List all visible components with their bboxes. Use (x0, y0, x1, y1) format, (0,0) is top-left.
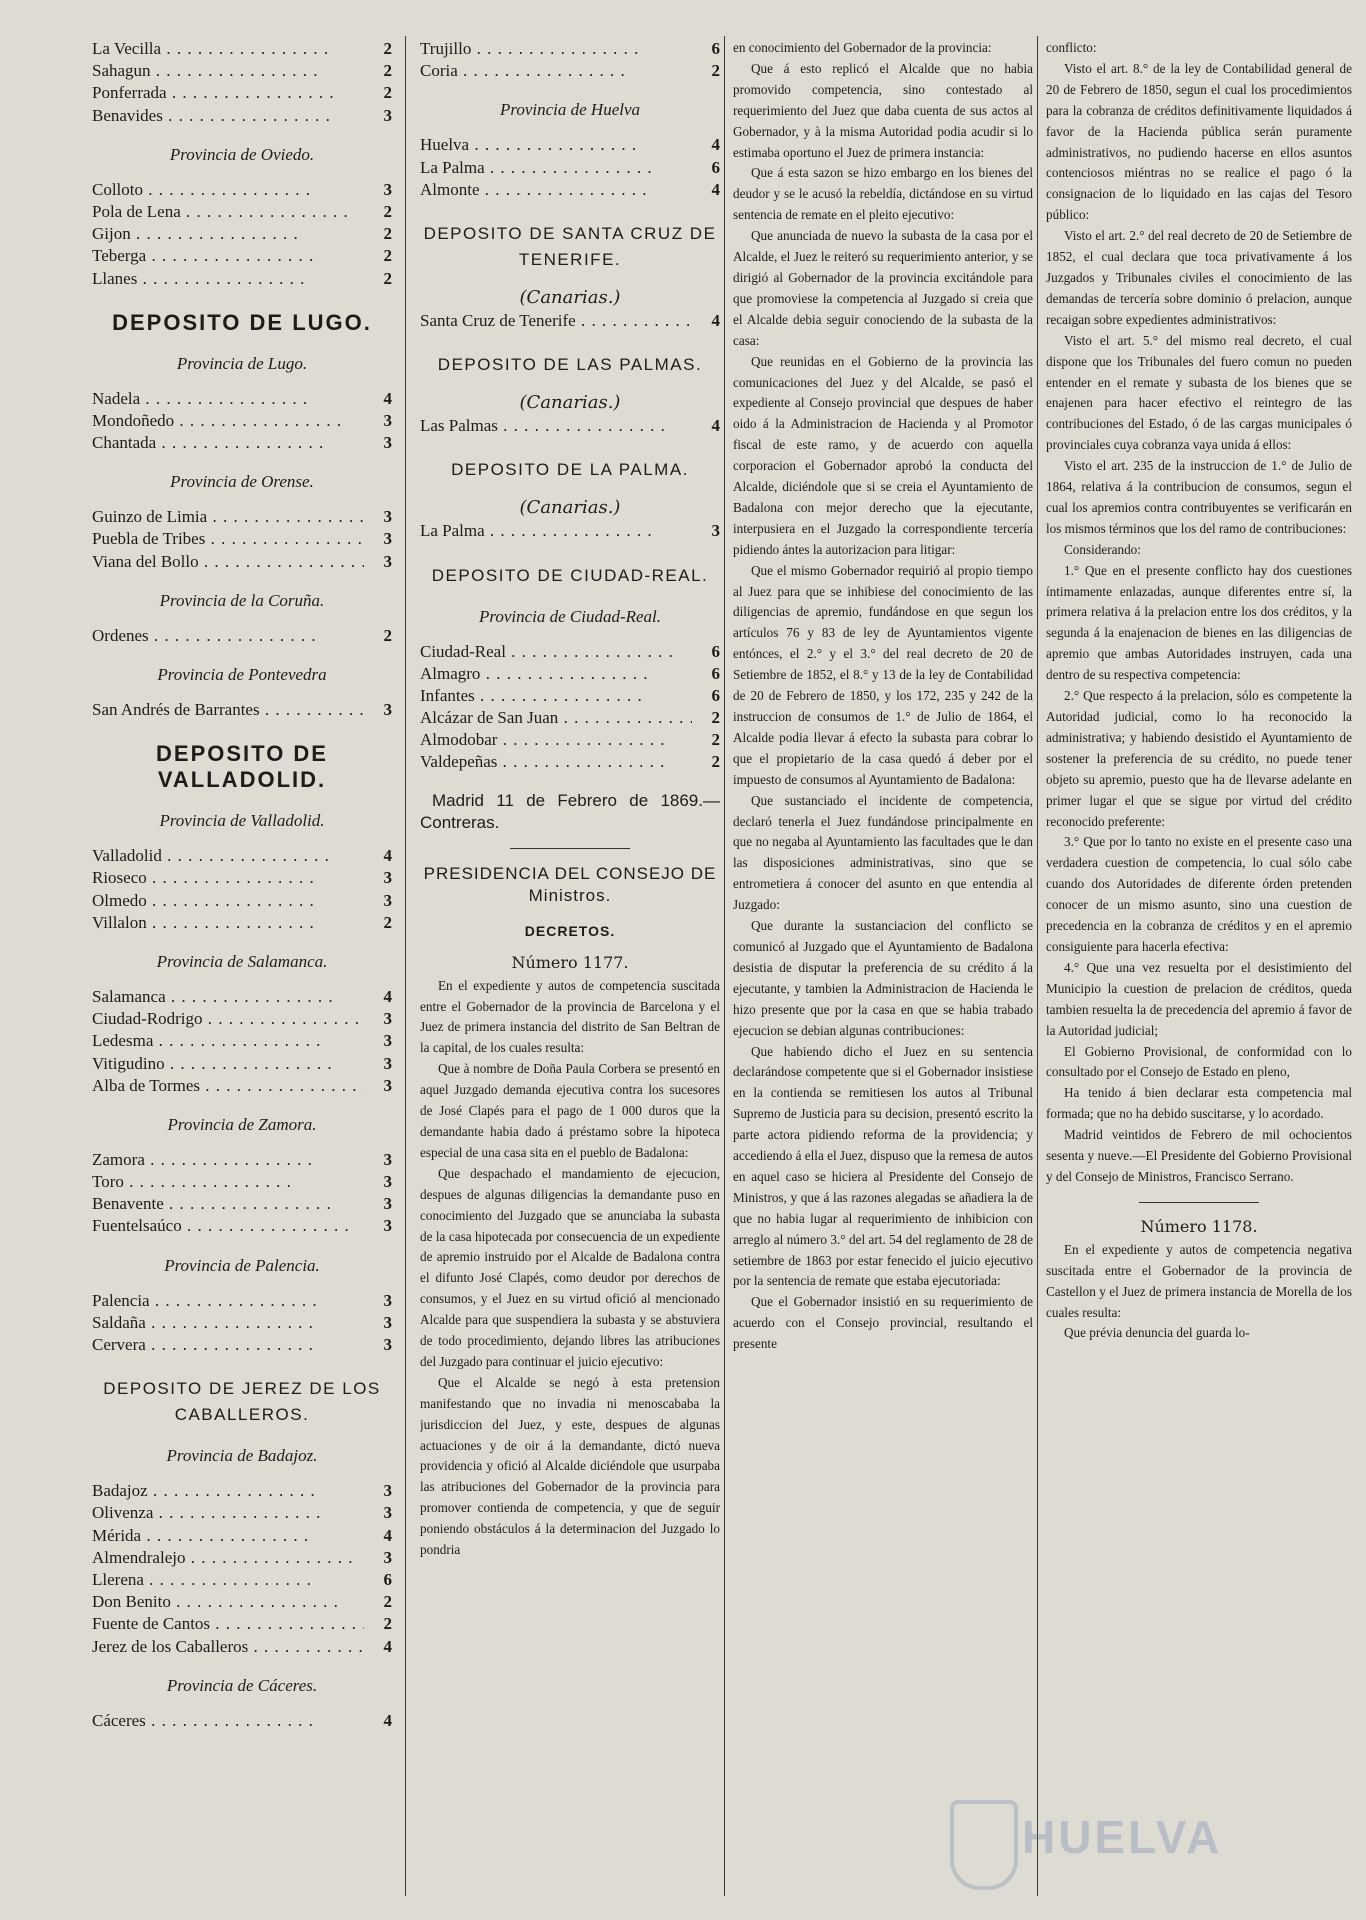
list-entry (92, 1591, 392, 1613)
province-heading: Provincia de Salamanca. (156, 951, 328, 971)
list-entry (420, 310, 720, 332)
list-entry (420, 707, 720, 729)
province-heading: Provincia de la Coruña. (159, 590, 325, 610)
entry-name: Puebla de Tribes . . (92, 528, 364, 550)
list-entry (92, 223, 392, 245)
entry-count: 3 (383, 1075, 392, 1095)
list-entry (420, 751, 720, 773)
list-entry (92, 890, 392, 912)
entry-name: Infantes . . (420, 685, 692, 707)
entry-count: 3 (383, 1335, 392, 1354)
entry-name: Toro . . (92, 1171, 364, 1193)
section-heading: PRESIDENCIA DEL CONSEJO DE Ministros. (423, 863, 717, 905)
entry-name: La Palma . . (420, 520, 692, 542)
paragraph: Considerando: (1064, 541, 1141, 557)
entry-count: 2 (383, 625, 392, 645)
column-divider (724, 36, 725, 1896)
entry-name: Fuentelsaúco . . (92, 1215, 364, 1237)
paragraph: El Gobierno Provisional, de conformidad con lo consultado por el Consejo de Estado en pleno, (1046, 1043, 1352, 1080)
entry-count: 4 (383, 1525, 392, 1545)
entry-name: La Vecilla . . (92, 38, 364, 60)
entry-name: Llerena . . (92, 1569, 364, 1591)
column-divider (1037, 36, 1038, 1896)
deposit-heading: DEPOSITO DE CIUDAD-REAL. (431, 565, 709, 585)
entry-name: Olmedo . . (92, 890, 364, 912)
list-entry (92, 506, 392, 528)
paragraph: 4.° Que una vez resuelta por el desistimiento del Municipio la cuestion de prelacion de créditos, queda tambien resuelta la de precedencia del apremio á favor de la Autoridad judicial; (1046, 959, 1352, 1038)
paragraph: 3.° Que por lo tanto no existe en el presente caso una verdadera cuestion de competencia, lo cual sólo cabe cuando dos Autoridades de diferente órden pretenden conocer de un mismo asunto, sino una cuestion de precedencia en la cobranza de créditos y en el apremio consiguiente para hacerla efectiva: (1046, 834, 1352, 954)
province-heading: Provincia de Oviedo. (169, 144, 315, 164)
entry-name: Chantada . . (92, 432, 364, 454)
list-entry (420, 685, 720, 707)
entry-count: 6 (711, 39, 720, 58)
paragraph: Visto el art. 5.° del mismo real decreto, el cual dispone que los Tribunales del fuero comun no pueden entender en el remate y subasta de los bienes que se enajenen para hacer efectivo el reintegro de las contribuciones del Estado, ó de las cargas municipales ó provinciales cuya cobranza vaya unida á ellos: (1046, 332, 1352, 453)
entry-count: 3 (383, 1172, 392, 1192)
province-heading: Provincia de Huelva (499, 100, 641, 120)
decree-number: Número 1178. (1140, 1216, 1258, 1236)
entry-name: Ponferrada . . (92, 82, 364, 104)
entry-count: 3 (383, 507, 392, 527)
entry-count: 6 (711, 685, 720, 705)
entry-name: Almagro . . (420, 663, 692, 685)
list-entry (92, 625, 392, 647)
entry-name: Coria . . (420, 60, 692, 82)
entry-count: 2 (383, 246, 392, 266)
entry-name: Salamanca . . (92, 986, 364, 1008)
list-entry (92, 201, 392, 223)
column-deposit-list-1 (92, 38, 392, 1732)
dateline: Madrid 11 de Febrero de 1869.—Contreras. (420, 790, 720, 832)
paragraph: Ha tenido á bien declarar esta competencia mal formada; que no ha debido suscitarse, y lo acordado. (1046, 1085, 1352, 1122)
paragraph: Que à nombre de Doña Paula Corbera se presentó en aquel Juzgado demanda ejecutiva contra los sucesores de José Clapés para el pago de 1 000 duros que la demandante habia dado á préstamo sobre la hipoteca especial de una casa sita en el pueblo de Badalona: (420, 1061, 720, 1160)
entry-name: Mondoñedo . . (92, 410, 364, 432)
deposit-heading: DEPOSITO DE LAS PALMAS. (437, 355, 703, 375)
list-entry (92, 1149, 392, 1171)
list-entry (92, 867, 392, 889)
entry-name: Cervera . . (92, 1334, 364, 1356)
entry-count: 4 (711, 135, 720, 155)
list-entry (420, 520, 720, 542)
entry-name: Don Benito . . (92, 1591, 364, 1613)
entry-name: Valdepeñas . . (420, 751, 692, 773)
province-heading: Provincia de Ciudad-Real. (478, 606, 662, 626)
paragraph: Que á esta sazon se hizo embargo en los bienes del deudor y se le acusó la rebeldía, dictándose en su virtud sentencia de remate en el pleito ejecutivo: (733, 165, 1033, 223)
deposit-heading: DEPOSITO DE JEREZ DE LOS CABALLEROS. (103, 1379, 381, 1425)
entry-count: 2 (383, 201, 392, 221)
entry-name: Ordenes . . (92, 625, 364, 647)
province-heading: Provincia de Palencia. (164, 1255, 320, 1275)
list-entry (420, 641, 720, 663)
list-entry (420, 179, 720, 201)
region-label: (Canarias.) (519, 497, 621, 519)
paragraph: Madrid veintidos de Febrero de mil ochocientos sesenta y nueve.—El Presidente del Gobierno Provisional y del Consejo de Ministros, Francisco Serrano. (1046, 1127, 1352, 1184)
entry-name: Alcázar de San Juan . . (420, 707, 692, 729)
deposit-heading: DEPOSITO DE LUGO. (112, 309, 372, 335)
entry-count: 2 (383, 912, 392, 932)
entry-name: San Andrés de Barrantes . . (92, 699, 364, 721)
entry-name: Saldaña . . (92, 1312, 364, 1334)
entry-name: Santa Cruz de Tenerife . . (420, 310, 692, 332)
entry-count: 4 (711, 179, 720, 199)
entry-name: Pola de Lena . . (92, 201, 364, 223)
entry-name: Badajoz . . (92, 1480, 364, 1502)
paragraph: Que prévia denuncia del guarda lo- (1064, 1325, 1250, 1341)
entry-count: 3 (383, 890, 392, 910)
entry-name: Ciudad-Real . . (420, 641, 692, 663)
province-heading: Provincia de Valladolid. (159, 811, 325, 831)
list-entry (92, 105, 392, 127)
column-decree-text-2 (1046, 38, 1352, 1344)
library-seal-icon (950, 1800, 1018, 1890)
entry-count: 3 (383, 179, 392, 199)
list-entry (92, 1053, 392, 1075)
entry-count: 3 (383, 105, 392, 125)
entry-count: 3 (383, 1503, 392, 1523)
entry-count: 3 (383, 433, 392, 453)
entry-count: 2 (711, 61, 720, 81)
deposit-heading: DEPOSITO DE SANTA CRUZ DE TENERIFE. (423, 223, 717, 269)
list-entry (92, 1710, 392, 1732)
list-entry (92, 1334, 392, 1356)
entry-name: Jerez de los Caballeros . . (92, 1636, 364, 1658)
paragraph: Que durante la sustanciacion del conflicto se comunicó al Juzgado que el Ayuntamiento de Badalona desistia de disputar la preferencia de su crédito á la ejecutante, y tambien la Administracion de Hacienda le hizo presente que por la casa en que se habia trabado ejecucion se debian algunas contribuciones: (733, 918, 1033, 1038)
entry-count: 2 (711, 752, 720, 772)
entry-count: 3 (383, 1149, 392, 1169)
entry-count: 4 (711, 310, 720, 330)
paragraph: Que el mismo Gobernador requirió al propio tiempo al Juez para que se inhibiese del conocimiento de las diligencias de apremio, fundándose en que segun los artículos 76 y 83 de ley de Ayuntamientos vigente entónces, el 2.° y el 3.° del real decreto de 20 de Setiembre de 1852, el 8.° y 13 de la ley de Contabilidad de 20 de Febrero de 1850, y los 172, 235 y 242 de la instruccion de consumos de 1.° de Julio de 1864, el Alcalde podia llevar á efecto la subasta para cobrar lo que el propietario de la casa quedó á deber por el impuesto de consumos al Ayuntamiento de Badalona: (733, 562, 1033, 787)
list-entry (92, 1312, 392, 1334)
paragraph: En el expediente y autos de competencia suscitada entre el Gobernador de la provincia de Barcelona y el Juez de primera instancia del distrito de San Beltran de la capital, de los cuales resulta: (420, 977, 720, 1056)
entry-name: Valladolid . . (92, 845, 364, 867)
entry-name: Almonte . . (420, 179, 692, 201)
entry-name: Llanes . . (92, 268, 364, 290)
entry-count: 3 (383, 868, 392, 888)
paragraph: 2.° Que respecto á la prelacion, sólo es competente la Autoridad judicial, como lo ha reconocido la administrativa; y habiendo desistido el Ayuntamiento de sostener la preferencia de su crédito, no puede tener objeto su apremio, puesto que ha de llevarse adelante en primer lugar el que se sigue por virtud del crédito reconocido preferente: (1046, 688, 1352, 829)
list-entry (92, 986, 392, 1008)
province-heading: Provincia de Orense. (170, 472, 314, 492)
decree-number: Número 1177. (511, 952, 629, 972)
list-entry (420, 157, 720, 179)
entry-name: Rioseco . . (92, 867, 364, 889)
entry-count: 3 (383, 410, 392, 430)
entry-count: 3 (711, 521, 720, 541)
entry-count: 3 (383, 1053, 392, 1073)
section-rule (510, 848, 630, 849)
entry-name: Benavente . . (92, 1193, 364, 1215)
paragraph: Visto el art. 8.° de la ley de Contabilidad general de 20 de Febrero de 1850, segun el cual los procedimientos para la cobranza de créditos definitivamente liquidados á favor de la Hacienda pública serán puramente administrativos, no pudiendo hacerse en ellos asuntos contenciosos miéntras no se realice el pago ó la consignacion de lo liquidado en las cajas del Tesoro público: (1046, 60, 1352, 223)
entry-name: Almodobar . . (420, 729, 692, 751)
list-entry (92, 1502, 392, 1524)
list-entry (92, 1480, 392, 1502)
list-entry (420, 415, 720, 437)
list-entry (92, 60, 392, 82)
list-entry (92, 1613, 392, 1635)
entry-count: 2 (383, 268, 392, 288)
entry-count: 4 (383, 986, 392, 1006)
list-entry (92, 179, 392, 201)
entry-count: 3 (383, 1481, 392, 1501)
entry-name: Guinzo de Limia . . (92, 506, 364, 528)
list-entry (92, 1636, 392, 1658)
entry-count: 3 (383, 1547, 392, 1567)
entry-count: 3 (383, 700, 392, 719)
section-subheading: DECRETOS. (524, 922, 616, 939)
region-label: (Canarias.) (519, 392, 621, 414)
entry-count: 4 (383, 1710, 392, 1730)
list-entry (420, 60, 720, 82)
list-entry (92, 551, 392, 573)
paragraph: Que anunciada de nuevo la subasta de la casa por el Alcalde, el Juez le reiteró su requerimiento anterior, y se dirigió al Gobernador de la provincia excitándole para que promoviese la competencia al Juzgado si creia que el Alcalde debia seguir conociendo de la subasta de la casa: (733, 228, 1033, 348)
list-entry (420, 729, 720, 751)
paragraph: Que á esto replicó el Alcalde que no habia promovido competencia, sino contestado al requerimiento del Juez que daba cuenta de sus actos al Gobernador, y à la misma Autoridad podia acudir si lo estimaba oportuno el Juez de primera instancia: (733, 60, 1033, 160)
entry-count: 2 (383, 83, 392, 103)
entry-count: 3 (383, 1009, 392, 1029)
entry-name: Nadela . . (92, 388, 364, 410)
list-entry (92, 1215, 392, 1237)
entry-name: Mérida . . (92, 1525, 364, 1547)
entry-count: 3 (383, 1194, 392, 1214)
entry-count: 3 (383, 551, 392, 571)
entry-count: 2 (711, 708, 720, 728)
paragraph: En el expediente y autos de competencia negativa suscitada entre el Gobernador de la provincia de Castellon y el Juez de primera instancia de Morella de los cuales resulta: (1046, 1241, 1352, 1320)
entry-name: Huelva . . (420, 134, 692, 156)
paragraph: Que reunidas en el Gobierno de la provincia las comunicaciones del Juez y del Alcalde, se pasó el expediente al Consejo provincial que despues de haber oido á la Administracion de Hacienda y al Promotor fiscal de este ramo, y de acuerdo con aquella corporacion el Gobernador aprobó la conducta del Alcalde, diciéndole que si se creia el Ayuntamiento de Badalona con mejor derecho que la ejecutante, interpusiera en el Juzgado la correspondiente tercería pidiendo ántes la autorizacion para litigar: (733, 353, 1033, 557)
entry-count: 4 (711, 416, 720, 436)
entry-name: Palencia . . (92, 1290, 364, 1312)
entry-count: 3 (383, 1290, 392, 1310)
paragraph: Que despachado el mandamiento de ejecucion, despues de algunas diligencias la demandante puso en conocimiento del Juzgado que se anunciaba la subasta de la casa hipotecada por consecuencia de un expediente de apremio instruido por el Alcalde de Badalona contra el difunto José Clapés, como deudor por derechos de consumos, y el Juez en su virtud ofició al mencionado Alcalde para que suspendiera la subasta y se abstuviera de todo procedimiento, dejando libres las atribuciones del Juzgado para continuar el juicio ejecutivo: (420, 1165, 720, 1369)
entry-count: 2 (383, 1614, 392, 1634)
paragraph: Que habiendo dicho el Juez en su sentencia declarándose competente que si el Gobernador insistiese en la contienda se remitiesen los autos al Tribunal Supremo de Justicia para su decision, presentó escrito la parte actora pidiendo reforma de la providencia; y accediendo á ella el Juez, dispuso que la remesa de autos en aquel caso se hiciera al Presidente del Consejo de Ministros, y que á las razones alegadas se añadiera la de que no habia lugar al requerimiento de inhibicion con arreglo al número 3.° del art. 54 del reglamento de 28 de setiembre de 1863 por estar fenecido el juicio ejecutivo por la sentencia de remate que estaba ejecutoriada: (733, 1043, 1033, 1289)
watermark: HUELVA (1022, 1811, 1223, 1863)
province-heading: Provincia de Badajoz. (166, 1446, 318, 1466)
entry-name: Villalon . . (92, 912, 364, 934)
list-entry (92, 1547, 392, 1569)
entry-count: 2 (383, 61, 392, 81)
list-entry (92, 845, 392, 867)
column-divider (405, 36, 406, 1896)
list-entry (92, 82, 392, 104)
entry-name: Olivenza . . (92, 1502, 364, 1524)
entry-count: 2 (383, 1592, 392, 1612)
list-entry (92, 1075, 392, 1097)
deposit-heading: DEPOSITO DE VALLADOLID. (156, 741, 328, 793)
entry-count: 6 (711, 641, 720, 661)
entry-count: 3 (383, 1312, 392, 1332)
entry-name: Las Palmas . . (420, 415, 692, 437)
entry-count: 2 (711, 730, 720, 750)
entry-count: 4 (383, 1636, 392, 1656)
entry-name: Alba de Tormes . . (92, 1075, 364, 1097)
entry-count: 2 (383, 39, 392, 58)
list-entry (92, 1030, 392, 1052)
paragraph: Que sustanciado el incidente de competencia, declaró tenerla el Juez fundándose principalmente en que no negaba al Ayuntamiento las facultades que le dan las disposiciones administrativas, sino que se entrometiera á conocer del asunto en que entendia al Juzgado: (733, 792, 1033, 913)
entry-name: Gijon . . (92, 223, 364, 245)
list-entry (92, 1193, 392, 1215)
column-deposit-list-2 (420, 38, 720, 1561)
region-label: (Canarias.) (519, 286, 621, 308)
list-entry (92, 245, 392, 267)
entry-name: Trujillo . . (420, 38, 692, 60)
province-heading: Provincia de Zamora. (167, 1114, 317, 1134)
entry-count: 6 (711, 157, 720, 177)
entry-name: Cáceres . . (92, 1710, 364, 1732)
list-entry (92, 268, 392, 290)
paragraph: 1.° Que en el presente conflicto hay dos cuestiones íntimamente enlazadas, aunque diferentes entre sí, la primera relativa á la prelacion entre los dos créditos, y la segunda á la enajenacion de bienes en las diligencias de apremio que ambas Autoridades instruyen, cada una dentro de su respectiva competencia: (1046, 562, 1352, 683)
entry-count: 2 (383, 224, 392, 244)
province-heading: Provincia de Pontevedra (157, 665, 327, 684)
entry-name: Ciudad-Rodrigo . . (92, 1008, 364, 1030)
paragraph: en conocimiento del Gobernador de la provincia: (733, 40, 992, 55)
entry-name: Sahagun . . (92, 60, 364, 82)
deposit-heading: DEPOSITO DE LA PALMA. (451, 460, 689, 480)
province-heading: Provincia de Lugo. (176, 353, 308, 373)
list-entry (92, 1290, 392, 1312)
paragraph: conflicto: (1046, 40, 1097, 55)
paragraph: Visto el art. 2.° del real decreto de 20 de Setiembre de 1852, el cual declara que toca privativamente á los Juzgados y Tribunales civiles el conocimiento de las demandas de tercería sobre dominio ó prelacion, aunque recaigan sobre expedientes administrativos: (1046, 228, 1352, 327)
entry-name: Almendralejo . . (92, 1547, 364, 1569)
entry-count: 4 (383, 388, 392, 408)
list-entry (420, 38, 720, 60)
entry-count: 3 (383, 529, 392, 549)
entry-count: 6 (711, 663, 720, 683)
entry-count: 3 (383, 1031, 392, 1051)
entry-name: Ledesma . . (92, 1030, 364, 1052)
entry-name: Fuente de Cantos . . (92, 1613, 364, 1635)
list-entry (92, 38, 392, 60)
paragraph: Visto el art. 235 de la instruccion de 1.° de Julio de 1864, relativa á la contribucion de consumos, segun el cual los apremios contra contribuyentes se verificarán en los mismos términos que los del ramo de contribuciones: (1046, 458, 1352, 536)
entry-name: Vitigudino . . (92, 1053, 364, 1075)
entry-count: 6 (383, 1569, 392, 1589)
entry-name: Zamora . . (92, 1149, 364, 1171)
province-heading: Provincia de Cáceres. (166, 1675, 318, 1695)
list-entry (92, 528, 392, 550)
paragraph: Que el Gobernador insistió en su requerimiento de acuerdo con el Consejo provincial, resultando el presente (733, 1294, 1033, 1352)
entry-name: Benavides . . (92, 105, 364, 127)
list-entry (92, 388, 392, 410)
section-rule (1139, 1202, 1259, 1203)
list-entry (92, 1569, 392, 1591)
paragraph: Que el Alcalde se negó à esta pretension manifestando que no invadia ni menoscababa la jurisdiccion del Juez, y este, despues de algunas actuaciones y de oir á la demandante, dictó nueva providencia y ofició al Alcalde diciéndole que usurpaba las atribuciones del Gobernador de la provincia para promover contienda de competencia, y que de seguir poniendo obstáculos á la determinacion del Juzgado lo pondria (420, 1374, 720, 1558)
list-entry (92, 410, 392, 432)
entry-name: Teberga . . (92, 245, 364, 267)
list-entry (420, 134, 720, 156)
entry-name: Viana del Bollo . . (92, 551, 364, 573)
list-entry (92, 1525, 392, 1547)
entry-name: Colloto . . (92, 179, 364, 201)
list-entry (92, 432, 392, 454)
list-entry (92, 912, 392, 934)
entry-count: 3 (383, 1216, 392, 1236)
entry-name: La Palma . . (420, 157, 692, 179)
list-entry (420, 663, 720, 685)
entry-count: 4 (383, 846, 392, 866)
list-entry (92, 1171, 392, 1193)
column-decree-text-1 (733, 38, 1033, 1355)
list-entry (92, 699, 392, 721)
list-entry (92, 1008, 392, 1030)
